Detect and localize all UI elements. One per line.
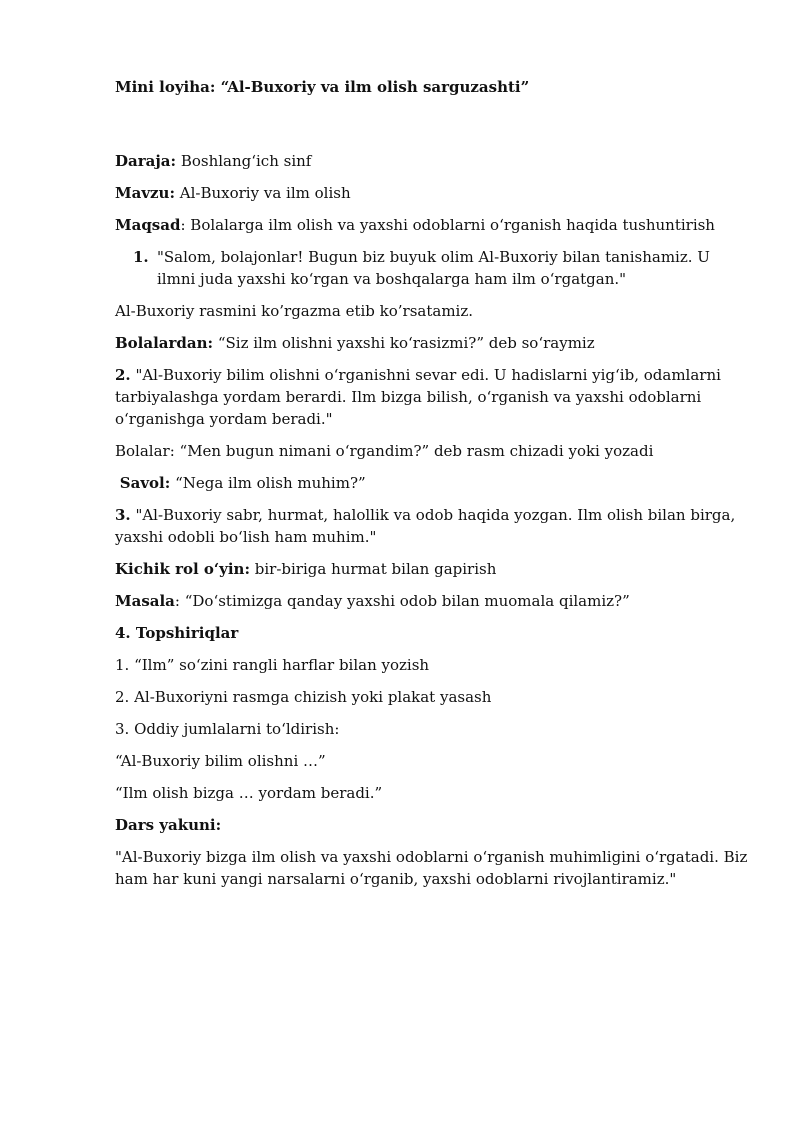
item-3-text: "Al-Buxoriy sabr, hurmat, halollik va odob haqida yozgan. Ilm olish bilan birga, yaxshi odobli bo‘lish ham muhim." — [115, 506, 736, 546]
task-item: 2. Al-Buxoriyni rasmga chizish yoki plakat yasash — [115, 688, 492, 706]
mavzu-label: Mavzu: — [115, 184, 175, 202]
bolalardan-value: “Siz ilm olishni yaxshi ko‘rasizmi?” deb so‘raymiz — [213, 334, 595, 352]
maqsad-value: : Bolalarga ilm olish va yaxshi odoblarni o‘rganish haqida tushuntirish — [180, 216, 715, 234]
task-item: 1. “Ilm” so‘zini rangli harflar bilan yozish — [115, 656, 430, 674]
document-title — [115, 76, 750, 98]
item-2-paragraph — [115, 364, 750, 430]
item-number: 1. — [133, 248, 149, 266]
maqsad-line — [115, 214, 750, 236]
daraja-value: Boshlang‘ich sinf — [176, 152, 312, 170]
mavzu-value: Al-Buxoriy va ilm olish — [175, 184, 351, 202]
item-2-number: 2. — [115, 366, 131, 384]
savol-label: Savol: — [119, 474, 171, 492]
rol-oyin-label: Kichik rol o‘yin: — [115, 560, 250, 578]
topshiriqlar-heading-text: 4. Topshiriqlar — [115, 624, 239, 642]
masala-line — [115, 590, 750, 612]
dars-yakuni-text: "Al-Buxoriy bizga ilm olish va yaxshi odoblarni o‘rganish muhimligini o‘rgatadi. Biz ham har kuni yangi narsalarni o‘rganib, yaxshi odoblarni rivojlantiramiz." — [115, 848, 748, 888]
title-text: Mini loyiha: “Al-Buxoriy va ilm olish sarguzashti” — [115, 78, 530, 96]
dars-yakuni-heading — [115, 814, 750, 836]
mavzu-line — [115, 182, 750, 204]
item-text: "Salom, bolajonlar! Bugun biz buyuk olim Al-Buxoriy bilan tanishamiz. U ilmni juda yaxshi ko‘rgan va boshqalarga ham ilm o‘rgatgan." — [157, 248, 710, 288]
bolalardan-line — [115, 332, 750, 354]
bolalar-line: Bolalar: “Men bugun nimani o‘rgandim?” deb rasm chizadi yoki yozadi — [115, 442, 654, 460]
task-item: 3. Oddiy jumlalarni to‘ldirish: — [115, 720, 340, 738]
dars-yakuni-heading-text: Dars yakuni: — [115, 816, 222, 834]
bolalardan-label: Bolalardan: — [115, 334, 214, 352]
daraja-line — [115, 150, 750, 172]
rol-oyin-line — [115, 558, 750, 580]
fill-sentence-2: “Ilm olish bizga … yordam beradi.” — [115, 784, 383, 802]
daraja-label: Daraja: — [115, 152, 177, 170]
maqsad-label: Maqsad — [115, 216, 181, 234]
item-2-text: "Al-Buxoriy bilim olishni o‘rganishni sevar edi. U hadislarni yig‘ib, odamlarni tarbiyalashga yordam berardi. Ilm bizga bilish, o‘rganish va yaxshi odoblarni o‘rganishga yordam beradi." — [115, 366, 721, 428]
item-3-paragraph — [115, 504, 750, 548]
savol-line — [115, 472, 750, 494]
show-picture-line: Al-Buxoriy rasmini ko’rgazma etib ko’rsatamiz. — [115, 302, 474, 320]
item-3-number: 3. — [115, 506, 131, 524]
masala-label: Masala — [115, 592, 175, 610]
fill-sentence-1: “Al-Buxoriy bilim olishni …” — [115, 752, 326, 770]
savol-value: “Nega ilm olish muhim?” — [170, 474, 366, 492]
numbered-item-1 — [115, 246, 750, 290]
topshiriqlar-heading — [115, 622, 750, 644]
document-page — [115, 76, 750, 900]
masala-value: : “Do‘stimizga qanday yaxshi odob bilan muomala qilamiz?” — [174, 592, 630, 610]
rol-oyin-value: bir-biriga hurmat bilan gapirish — [250, 560, 497, 578]
